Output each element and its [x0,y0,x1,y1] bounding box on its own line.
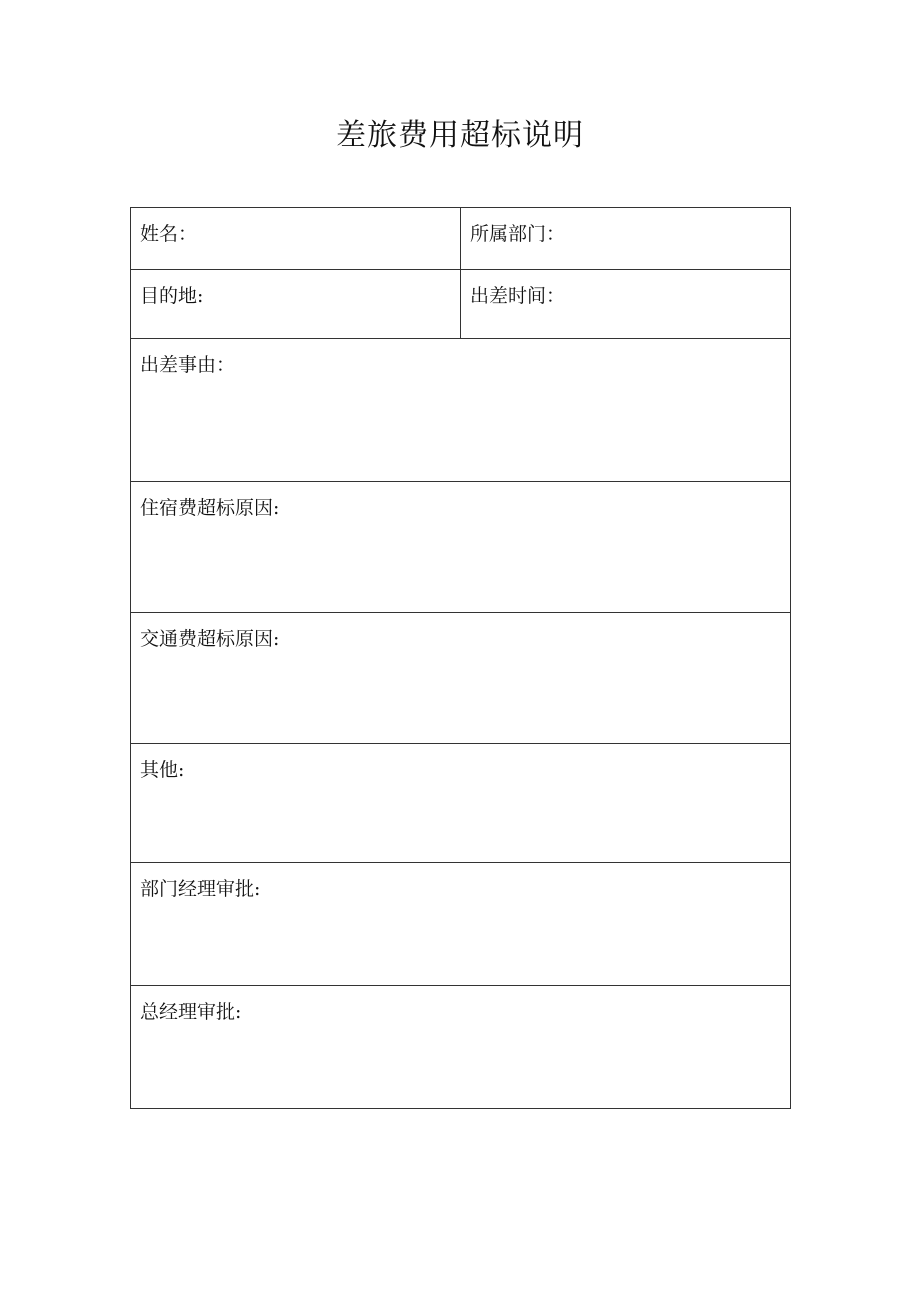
form-row-other [131,744,791,863]
lodging-reason-label: 住宿费超标原因: [140,497,280,519]
other-label: 其他: [140,759,185,781]
document-title: 差旅费用超标说明 [336,118,584,153]
expense-form-table [130,207,791,1109]
form-row-lodging-reason [131,482,791,613]
dept-manager-approval-label: 部门经理审批: [140,878,261,900]
form-row-gm-approval [131,986,791,1109]
name-field[interactable] [131,208,461,270]
department-field[interactable] [461,208,791,270]
gm-approval-field[interactable] [131,986,791,1109]
trip-reason-field[interactable] [131,339,791,482]
destination-field[interactable] [131,270,461,339]
transport-reason-label: 交通费超标原因: [140,628,280,650]
transport-reason-field[interactable] [131,613,791,744]
form-row-name-department [131,208,791,270]
form-row-trip-reason [131,339,791,482]
name-label: 姓名： [140,223,198,245]
trip-time-label: 出差时间： [470,285,566,307]
form-row-destination-time [131,270,791,339]
form-row-dept-manager-approval [131,863,791,986]
form-row-transport-reason [131,613,791,744]
trip-reason-label: 出差事由： [140,354,236,376]
lodging-reason-field[interactable] [131,482,791,613]
trip-time-field[interactable] [461,270,791,339]
department-label: 所属部门： [470,223,566,245]
other-field[interactable] [131,744,791,863]
destination-label: 目的地: [140,285,204,307]
dept-manager-approval-field[interactable] [131,863,791,986]
gm-approval-label: 总经理审批: [140,1001,242,1023]
